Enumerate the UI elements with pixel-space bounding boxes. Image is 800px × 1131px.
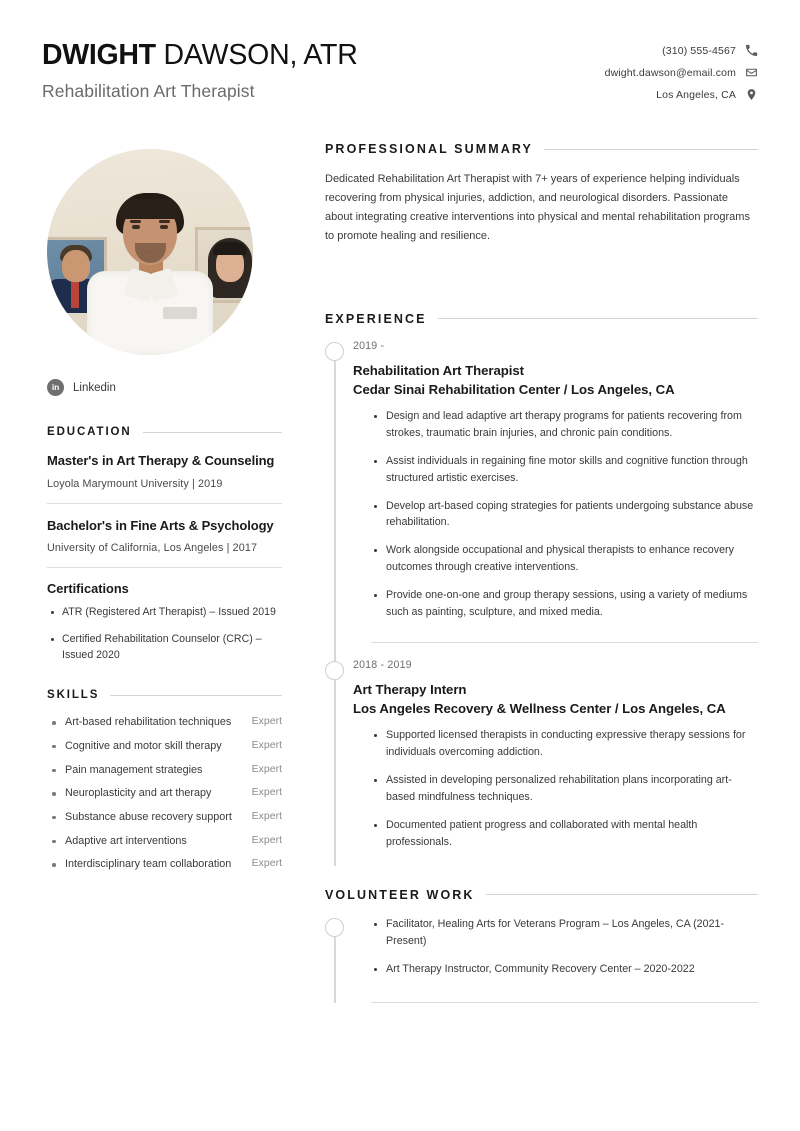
- location-pin-icon: [745, 88, 758, 101]
- sidebar-column: [42, 142, 282, 1003]
- person-figure: [83, 191, 217, 355]
- volunteer-heading: [325, 888, 758, 902]
- list-item: Documented patient progress and collaborated with mental health professionals.: [371, 817, 758, 851]
- avatar: [47, 149, 253, 355]
- list-item: [47, 857, 282, 873]
- list-item: Assisted in developing personalized rehabilitation plans incorporating art-based mindfulness techniques.: [371, 772, 758, 806]
- skills-heading-label: SKILLS: [47, 689, 100, 702]
- skill-name: Pain management strategies: [47, 763, 244, 779]
- summary-text: Dedicated Rehabilitation Art Therapist with 7+ years of experience helping individuals recovering from physical injuries, addiction, and neurological disorders. Passionate about integrating creative interventions into physical and mental rehabilitation programs to promote healing and resilience.: [325, 173, 750, 242]
- education-degree: Master's in Art Therapy & Counseling: [47, 453, 275, 468]
- summary-heading-label: PROFESSIONAL SUMMARY: [325, 142, 533, 156]
- portrait-photo: [47, 149, 253, 355]
- linkedin-link[interactable]: [47, 379, 282, 396]
- volunteer-timeline: [325, 916, 758, 1004]
- job-date: 2019 -: [353, 339, 385, 352]
- divider: [47, 503, 282, 504]
- heading-rule: [143, 432, 282, 433]
- list-item: [47, 739, 282, 755]
- divider: [371, 642, 758, 643]
- contact-email-value: dwight.dawson@email.com: [604, 66, 736, 79]
- list-item: Supported licensed therapists in conducting expressive therapy sessions for individuals overcoming addiction.: [371, 727, 758, 761]
- certifications-title: Certifications: [47, 581, 129, 597]
- skill-level: Expert: [251, 715, 282, 728]
- timeline-dot-icon: [325, 342, 344, 361]
- timeline-line: [334, 348, 336, 866]
- list-item: Certified Rehabilitation Counselor (CRC) – Issued 2020: [47, 631, 282, 664]
- list-item: [47, 834, 282, 850]
- list-item: [47, 810, 282, 826]
- linkedin-label: Linkedin: [73, 381, 116, 394]
- timeline-dot-icon: [325, 918, 344, 937]
- contact-email[interactable]: [605, 66, 758, 79]
- list-item: Assist individuals in regaining fine motor skills and cognitive function through structured artistic exercises.: [371, 453, 758, 487]
- job-title: Art Therapy Intern: [353, 681, 467, 697]
- skill-name: Art-based rehabilitation techniques: [47, 715, 244, 731]
- experience-heading: [325, 312, 758, 326]
- page-title: [42, 40, 358, 71]
- education-item: [47, 517, 282, 568]
- summary-heading: [325, 142, 758, 156]
- education-school: University of California, Los Angeles | 2017: [47, 542, 258, 555]
- certifications-block: [47, 581, 282, 663]
- skill-level: Expert: [251, 833, 282, 846]
- contact-phone[interactable]: [662, 44, 758, 57]
- heading-rule: [486, 894, 758, 895]
- skills-heading: [47, 689, 282, 701]
- education-heading-label: EDUCATION: [47, 426, 132, 438]
- heading-rule: [544, 149, 758, 150]
- job-date: 2018 - 2019: [353, 658, 412, 671]
- timeline-dot-icon: [325, 661, 344, 680]
- contact-phone-value: (310) 555-4567: [662, 44, 736, 57]
- skill-level: Expert: [251, 762, 282, 775]
- volunteer-heading-label: VOLUNTEER WORK: [325, 887, 475, 902]
- first-name: DWIGHT: [42, 39, 156, 71]
- job-role-subtitle: Rehabilitation Art Therapist: [42, 80, 255, 101]
- divider: [47, 567, 282, 568]
- skill-level: Expert: [251, 857, 282, 870]
- skill-name: Interdisciplinary team collaboration: [47, 857, 244, 873]
- volunteer-entry: [353, 916, 758, 993]
- list-item: Facilitator, Healing Arts for Veterans Program – Los Angeles, CA (2021-Present): [371, 916, 758, 950]
- job-title: Rehabilitation Art Therapist: [353, 362, 525, 378]
- last-name: DAWSON, ATR: [163, 39, 358, 71]
- list-item: [47, 786, 282, 802]
- contact-list: [605, 34, 758, 101]
- list-item: Art Therapy Instructor, Community Recovery Center – 2020-2022: [371, 961, 758, 978]
- job-company: Cedar Sinai Rehabilitation Center / Los Angeles, CA: [353, 381, 675, 397]
- heading-rule: [110, 695, 282, 696]
- job-bullets: [353, 408, 758, 621]
- skill-level: Expert: [251, 786, 282, 799]
- job-company: Los Angeles Recovery & Wellness Center / Los Angeles, CA: [353, 701, 726, 717]
- experience-entry: [353, 659, 758, 866]
- job-bullets: [353, 727, 758, 850]
- skill-name: Cognitive and motor skill therapy: [47, 739, 244, 755]
- list-item: Develop art-based coping strategies for patients undergoing substance abuse rehabilitation.: [371, 498, 758, 532]
- resume-body: [42, 142, 758, 1003]
- certifications-list: [47, 604, 282, 663]
- volunteer-section: [325, 888, 758, 1004]
- education-section: [47, 426, 282, 663]
- skill-level: Expert: [251, 738, 282, 751]
- skill-level: Expert: [251, 809, 282, 822]
- skill-name: Substance abuse recovery support: [47, 810, 244, 826]
- skill-name: Adaptive art interventions: [47, 834, 244, 850]
- main-column: [282, 142, 758, 1003]
- experience-timeline: [325, 340, 758, 866]
- education-item: [47, 452, 282, 503]
- envelope-icon: [745, 66, 758, 79]
- education-degree: Bachelor's in Fine Arts & Psychology: [47, 517, 274, 533]
- resume-header: [42, 34, 758, 130]
- list-item: Design and lead adaptive art therapy programs for patients recovering from strokes, traumatic brain injuries, and chronic pain conditions.: [371, 408, 758, 442]
- experience-entry: [353, 340, 758, 636]
- experience-section: [325, 312, 758, 866]
- contact-location-value: Los Angeles, CA: [656, 88, 736, 101]
- contact-location: [656, 88, 758, 101]
- phone-icon: [745, 44, 758, 57]
- divider: [371, 1002, 758, 1003]
- list-item: Work alongside occupational and physical therapists to enhance recovery outcomes through creative interventions.: [371, 542, 758, 576]
- list-item: [47, 715, 282, 731]
- list-item: Provide one-on-one and group therapy sessions, using a variety of mediums such as painting, sculpture, and mixed media.: [371, 587, 758, 621]
- experience-heading-label: EXPERIENCE: [325, 311, 427, 326]
- skills-section: [47, 689, 282, 872]
- linkedin-icon: in: [47, 379, 64, 396]
- volunteer-bullets: [353, 916, 758, 978]
- heading-rule: [438, 318, 758, 319]
- education-school: Loyola Marymount University | 2019: [47, 477, 223, 490]
- skill-name: Neuroplasticity and art therapy: [47, 786, 244, 802]
- education-heading: [47, 426, 282, 438]
- summary-section: [325, 142, 758, 246]
- list-item: ATR (Registered Art Therapist) – Issued 2019: [47, 604, 282, 620]
- list-item: [47, 763, 282, 779]
- name-block: [42, 34, 358, 102]
